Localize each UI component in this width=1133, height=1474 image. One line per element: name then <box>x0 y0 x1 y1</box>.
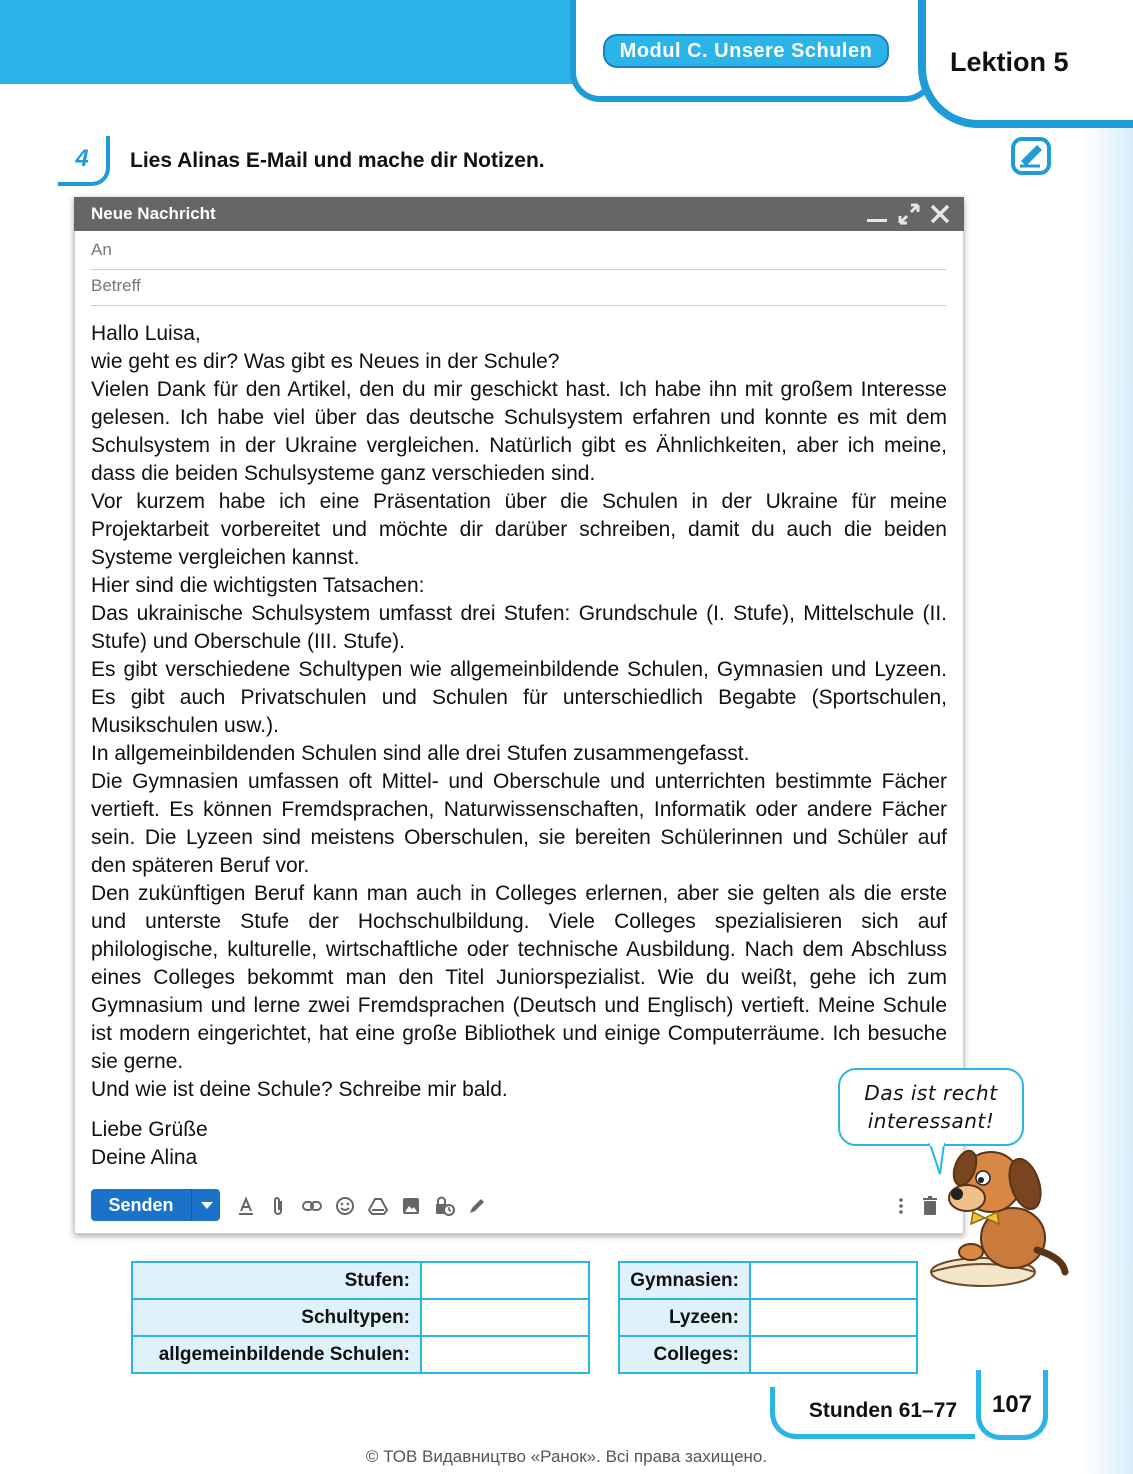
notes-answer-field[interactable] <box>750 1262 917 1299</box>
row-label: Colleges: <box>619 1336 750 1373</box>
closing-line: Deine Alina <box>91 1146 198 1169</box>
drive-icon[interactable] <box>367 1195 389 1217</box>
lesson-title: Lektion 5 <box>950 47 1069 77</box>
row-label: Gymnasien: <box>619 1262 750 1299</box>
close-icon[interactable] <box>927 199 953 229</box>
table-row <box>132 1336 589 1373</box>
page-edge-strip <box>1082 84 1133 1474</box>
speech-text <box>842 1079 1020 1137</box>
minimize-icon[interactable] <box>864 199 890 229</box>
notes-answer-field[interactable] <box>421 1262 589 1299</box>
link-icon[interactable] <box>301 1195 323 1217</box>
email-paragraph: Vor kurzem habe ich eine Präsentation über die Schulen in der Ukraine für meine Projektarbeit vorbereitet und möchte dir darüber schreiben, damit du auch die beiden Systeme vergleichen kannst. <box>91 490 947 569</box>
signature-icon[interactable] <box>466 1195 488 1217</box>
notebook-icon <box>1008 136 1054 178</box>
copyright-notice: © ТОВ Видавництво «Ранок». Всі права захищено. <box>365 1447 768 1466</box>
send-button-label[interactable]: Senden <box>108 1195 174 1215</box>
photo-icon[interactable] <box>400 1195 422 1217</box>
to-field-divider <box>91 269 946 270</box>
email-closing <box>91 1116 491 1172</box>
speech-line: interessant! <box>867 1109 995 1133</box>
email-paragraph: Das ukrainische Schulsystem umfasst drei Stufen: Grundschule (I. Stufe), Mittelschule (II. Stufe) und Oberschule (III. Stufe). <box>91 602 947 653</box>
email-paragraph: Vielen Dank für den Artikel, den du mir geschickt hast. Ich habe ihn mit großem Interesse gelesen. Ich habe viel über das deutsche Schulsystem erfahren und konnte es mit dem Schulsystem in der Ukraine vergleichen. Natürlich gibt es Ähnlichkeiten, aber ich meine, dass die beiden Schulsysteme ganz verschieden sind. <box>91 378 947 485</box>
attach-icon[interactable] <box>268 1195 290 1217</box>
email-paragraph: Den zukünftigen Beruf kann man auch in Colleges erlernen, aber sie gelten als die erste und unterste Stufe der Hochschulbildung. Viele Colleges spezialisieren sich auf philologische, kulturelle, wirtschaftliche oder technische Ausbildung. Nach dem Abschluss eines Colleges bekommt man den Titel Juniorspezialist. Wie du weißt, gehe ich zum Gymnasium und lerne zwei Fremdsprachen (Deutsch und Englisch) vertieft. Meine Schule ist modern eingerichtet, hat eine große Bibliothek und einige Computerräume. Ich besuche sie gerne. <box>91 882 947 1073</box>
notes-answer-field[interactable] <box>750 1336 917 1373</box>
expand-icon[interactable] <box>896 199 922 229</box>
module-title: Modul C. Unsere Schulen <box>603 34 889 68</box>
table-row <box>132 1262 589 1299</box>
table-row <box>619 1262 917 1299</box>
email-body[interactable] <box>91 320 947 1104</box>
email-paragraph: Hallo Luisa, <box>91 322 201 345</box>
footer-lessons: Stunden 61–77 <box>808 1399 958 1422</box>
subject-field[interactable]: Betreff <box>91 276 141 295</box>
confidential-icon[interactable] <box>433 1195 455 1217</box>
row-label: Stufen: <box>132 1262 421 1299</box>
row-label: Schultypen: <box>132 1299 421 1336</box>
send-options-icon[interactable] <box>194 1189 220 1221</box>
task-instruction: Lies Alinas E-Mail und mache dir Notizen. <box>130 149 545 172</box>
dog-reading-illustration <box>925 1140 1070 1290</box>
email-paragraph: Es gibt verschiedene Schultypen wie allgemeinbildende Schulen, Gymnasien und Lyzeen. Es gibt auch Privatschulen und Schulen für unterschiedlich Begabte (Sportschulen, Musikschulen usw.). <box>91 658 947 737</box>
send-divider <box>191 1189 192 1221</box>
emoji-icon[interactable] <box>334 1195 356 1217</box>
to-field[interactable]: An <box>91 240 112 259</box>
page-number: 107 <box>991 1391 1033 1418</box>
more-options-icon[interactable] <box>890 1195 912 1217</box>
email-paragraph: In allgemeinbildenden Schulen sind alle drei Stufen zusammengefasst. <box>91 742 750 765</box>
email-paragraph: Und wie ist deine Schule? Schreibe mir bald. <box>91 1078 508 1101</box>
notes-answer-field[interactable] <box>421 1336 589 1373</box>
notes-answer-field[interactable] <box>750 1299 917 1336</box>
email-window-title: Neue Nachricht <box>91 204 216 223</box>
row-label: Lyzeen: <box>619 1299 750 1336</box>
email-paragraph: wie geht es dir? Was gibt es Neues in der Schule? <box>91 350 560 373</box>
table-row <box>619 1336 917 1373</box>
notes-answer-field[interactable] <box>421 1299 589 1336</box>
notes-table-left <box>131 1261 590 1374</box>
speech-line: Das ist recht <box>864 1081 998 1105</box>
closing-line: Liebe Grüße <box>91 1118 208 1141</box>
text-format-icon[interactable] <box>235 1195 257 1217</box>
task-number: 4 <box>58 136 110 186</box>
email-paragraph: Die Gymnasien umfassen oft Mittel- und Oberschule und unterrichten bestimmte Fächer vertieft. Es können Fremdsprachen, Naturwissenschaften, Informatik oder andere Fächer sein. Die Lyzeen sind meistens Oberschulen, sie bereiten Schülerinnen und Schüler auf den späteren Beruf vor. <box>91 770 947 877</box>
notes-table-right <box>618 1261 918 1374</box>
subject-field-divider <box>91 305 946 306</box>
row-label: allgemeinbildende Schulen: <box>132 1336 421 1373</box>
table-row <box>132 1299 589 1336</box>
table-row <box>619 1299 917 1336</box>
email-paragraph: Hier sind die wichtigsten Tatsachen: <box>91 574 425 597</box>
